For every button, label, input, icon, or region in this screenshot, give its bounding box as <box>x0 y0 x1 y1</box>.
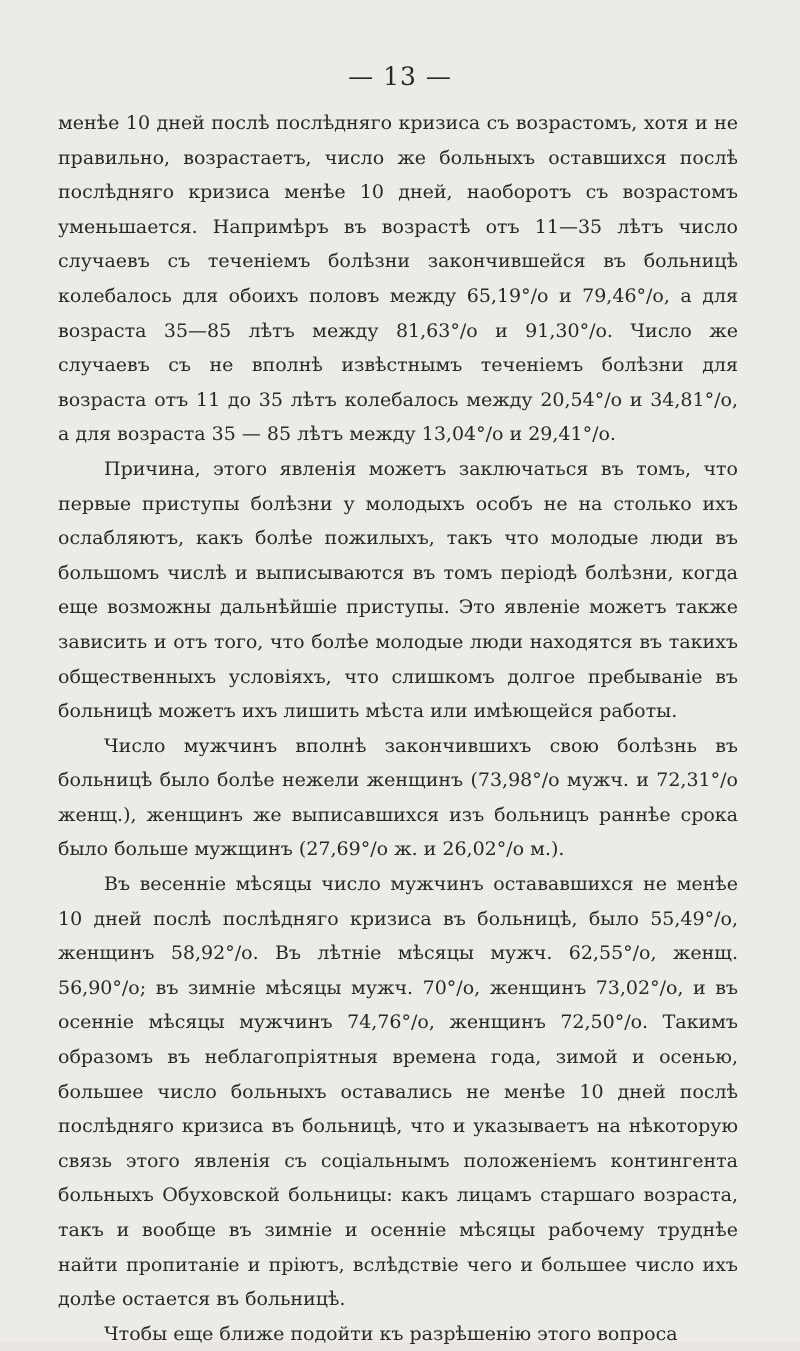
body-text <box>58 106 738 1351</box>
page-number: — 13 — <box>348 62 452 91</box>
paragraph-1: менѣе 10 дней послѣ послѣдняго кризиса съ возрастомъ, хотя и не правильно, возрастаетъ, число же больныхъ оставшихся послѣ послѣдняго кризиса менѣе 10 дней, наоборотъ съ возрастомъ уменьшается. Напримѣръ въ возрастѣ отъ 11—35 лѣтъ число случаевъ съ теченіемъ болѣзни закончившейся въ больницѣ колебалось для обоихъ половъ между 65,19°/о и 79,46°/о, а для возраста 35—85 лѣтъ между 81,63°/о и 91,30°/о. Число же случаевъ съ не вполнѣ извѣстнымъ теченіемъ болѣзни для возраста отъ 11 до 35 лѣтъ колебалось между 20,54°/о и 34,81°/о, а для возраста 35 — 85 лѣтъ между 13,04°/о и 29,41°/о. <box>58 112 738 446</box>
paragraph-3: Число мужчинъ вполнѣ закончившихъ свою болѣзнь въ больницѣ было болѣе нежели женщинъ (73,98°/о мужч. и 72,31°/о женщ.), женщинъ же выписавшихся изъ больницъ раннѣе срока было больше мужщинъ (27,69°/о ж. и 26,02°/о м.). <box>58 734 738 861</box>
paragraph-2: Причина, этого явленія можетъ заключаться въ томъ, что первые приступы болѣзни у молодыхъ особъ не на столько ихъ ослабляютъ, какъ болѣе пожилыхъ, такъ что молодые люди въ большомъ числѣ и выписываются въ томъ періодѣ болѣзни, когда еще возможны дальнѣйшіе приступы. Это явленіе можетъ также зависить и отъ того, что болѣе молодые люди находятся въ такихъ общественныхъ условіяхъ, что слишкомъ долгое пребываніе въ больницѣ можетъ ихъ лишить мѣста или имѣющейся работы. <box>58 457 738 723</box>
paragraph-5: Чтобы еще ближе подойти къ разрѣшенію этого вопроса <box>104 1322 678 1345</box>
paragraph-4: Въ весенніе мѣсяцы число мужчинъ остававшихся не менѣе 10 дней послѣ послѣдняго кризиса въ больницѣ, было 55,49°/о, женщинъ 58,92°/о. Въ лѣтніе мѣсяцы мужч. 62,55°/о, женщ. 56,90°/о; въ зимніе мѣсяцы мужч. 70°/о, женщинъ 73,02°/о, и въ осенніе мѣсяцы мужчинъ 74,76°/о, женщинъ 72,50°/о. Такимъ образомъ въ неблагопріятныя времена года, зимой и осенью, большее число больныхъ оставались не менѣе 10 дней послѣ послѣдняго кризиса въ больницѣ, что и указываетъ на нѣкоторую связь этого явленія съ соціальнымъ положеніемъ контингента больныхъ Обуховской больницы: какъ лицамъ старшаго возраста, такъ и вообще въ зимніе и осенніе мѣсяцы рабочему труднѣе найти пропитаніе и пріютъ, вслѣдствіе чего и большее число ихъ долѣе остается въ больницѣ. <box>58 873 738 1311</box>
